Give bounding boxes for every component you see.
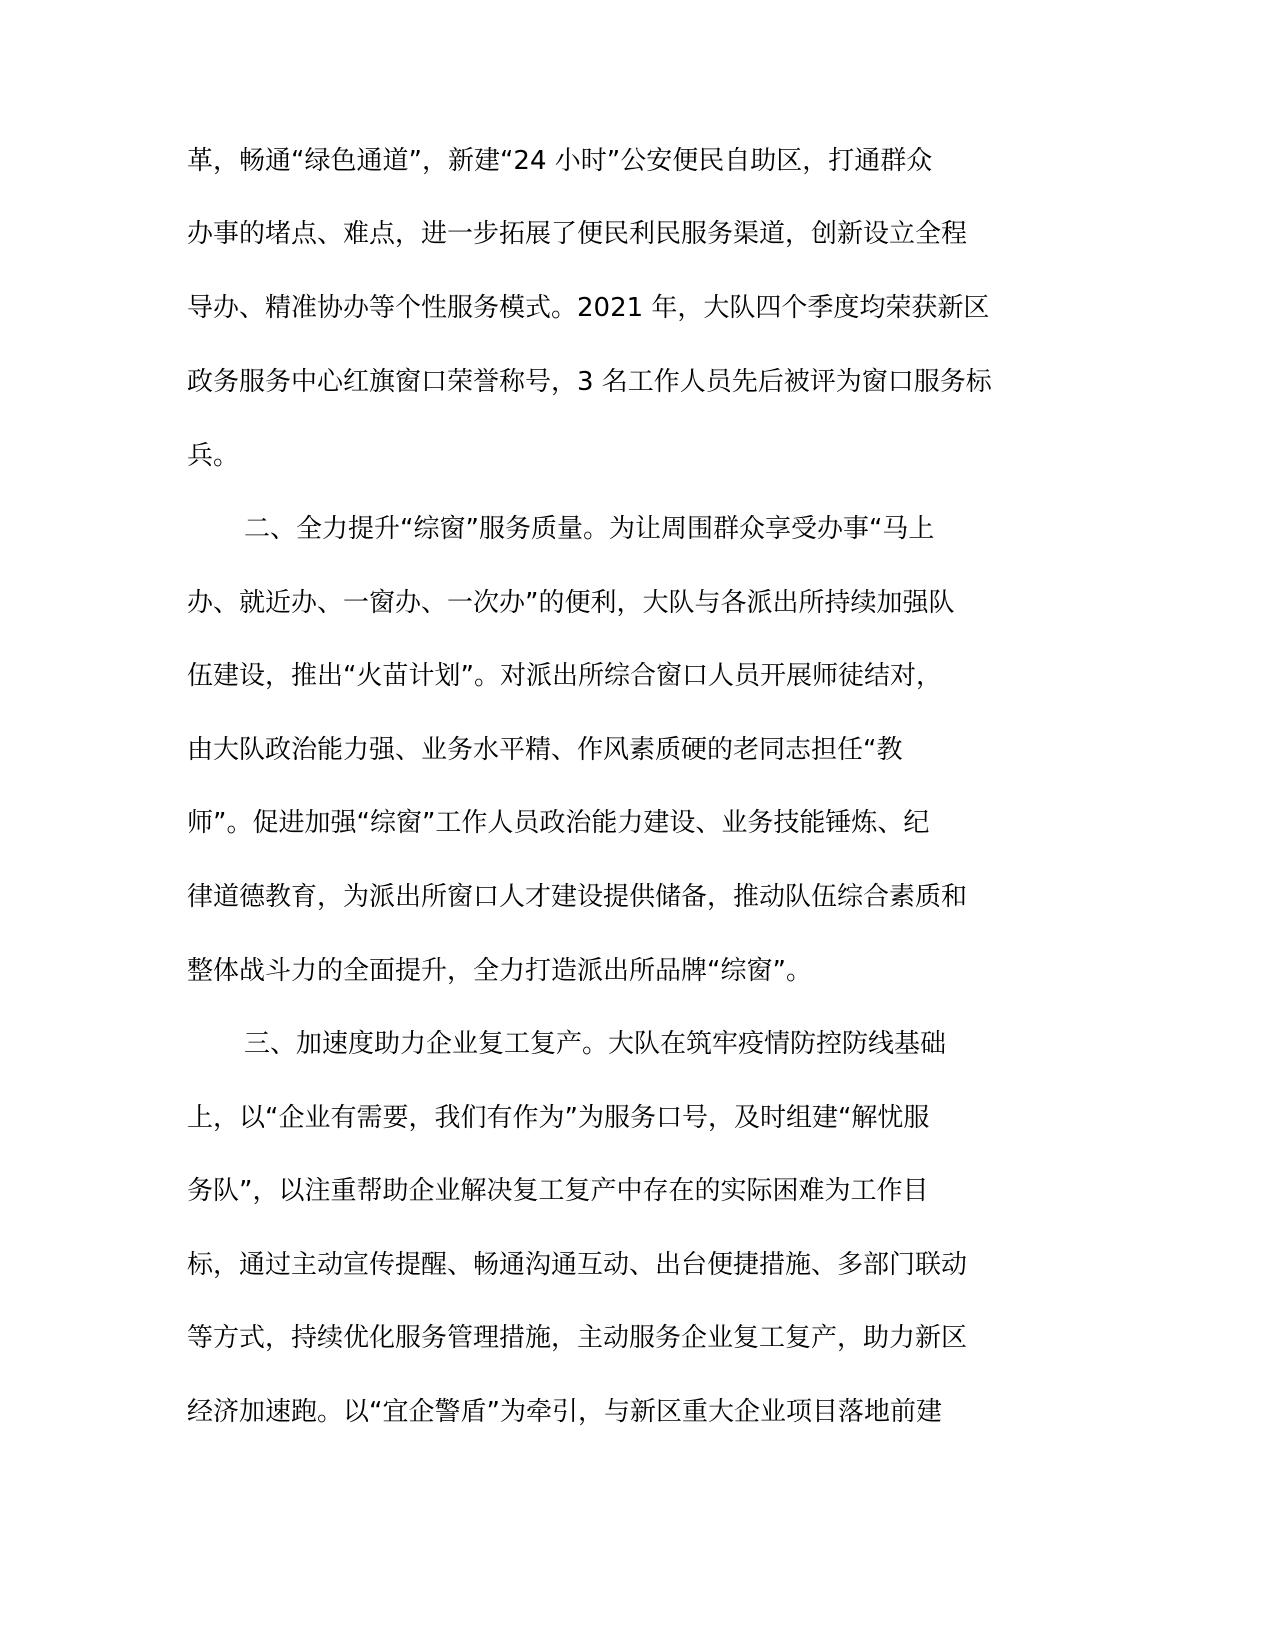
text-line: 革，畅通“绿色通道”，新建“24 小时”公安便民自助区，打通群众 xyxy=(187,146,933,176)
text-line: 伍建设，推出“火苗计划”。对派出所综合窗口人员开展师徒结对， xyxy=(187,661,942,691)
text-line: 由大队政治能力强、业务水平精、作风素质硬的老同志担任“教 xyxy=(187,735,903,765)
text-line: 政务服务中心红旗窗口荣誉称号，3 名工作人员先后被评为窗口服务标 xyxy=(187,367,992,397)
text-line: 务队”，以注重帮助企业解决复工复产中存在的实际困难为工作目 xyxy=(187,1176,929,1206)
text-line: 办事的堵点、难点，进一步拓展了便民利民服务渠道，创新设立全程 xyxy=(187,219,968,249)
paragraph-heading-line: 二、全力提升“综窗”服务质量。为让周围群众享受办事“马上 xyxy=(244,514,935,544)
text-line: 经济加速跑。以“宜企警盾”为牵引，与新区重大企业项目落地前建 xyxy=(187,1397,942,1427)
text-line: 上，以“企业有需要，我们有作为”为服务口号，及时组建“解忧服 xyxy=(187,1103,930,1133)
text-line: 整体战斗力的全面提升，全力打造派出所品牌“综窗”。 xyxy=(187,956,812,986)
text-line: 等方式，持续优化服务管理措施，主动服务企业复工复产，助力新区 xyxy=(187,1323,968,1353)
paragraph-heading-line: 三、加速度助力企业复工复产。大队在筑牢疫情防控防线基础 xyxy=(244,1029,947,1059)
text-line: 标，通过主动宣传提醒、畅通沟通互动、出台便捷措施、多部门联动 xyxy=(187,1250,968,1280)
text-line: 师”。促进加强“综窗”工作人员政治能力建设、业务技能锤炼、纪 xyxy=(187,808,930,838)
text-line: 办、就近办、一窗办、一次办”的便利，大队与各派出所持续加强队 xyxy=(187,588,955,618)
text-line: 律道德教育，为派出所窗口人才建设提供储备，推动队伍综合素质和 xyxy=(187,882,968,912)
text-line: 兵。 xyxy=(187,441,240,471)
text-line: 导办、精准协办等个性服务模式。2021 年，大队四个季度均荣获新区 xyxy=(187,293,990,323)
